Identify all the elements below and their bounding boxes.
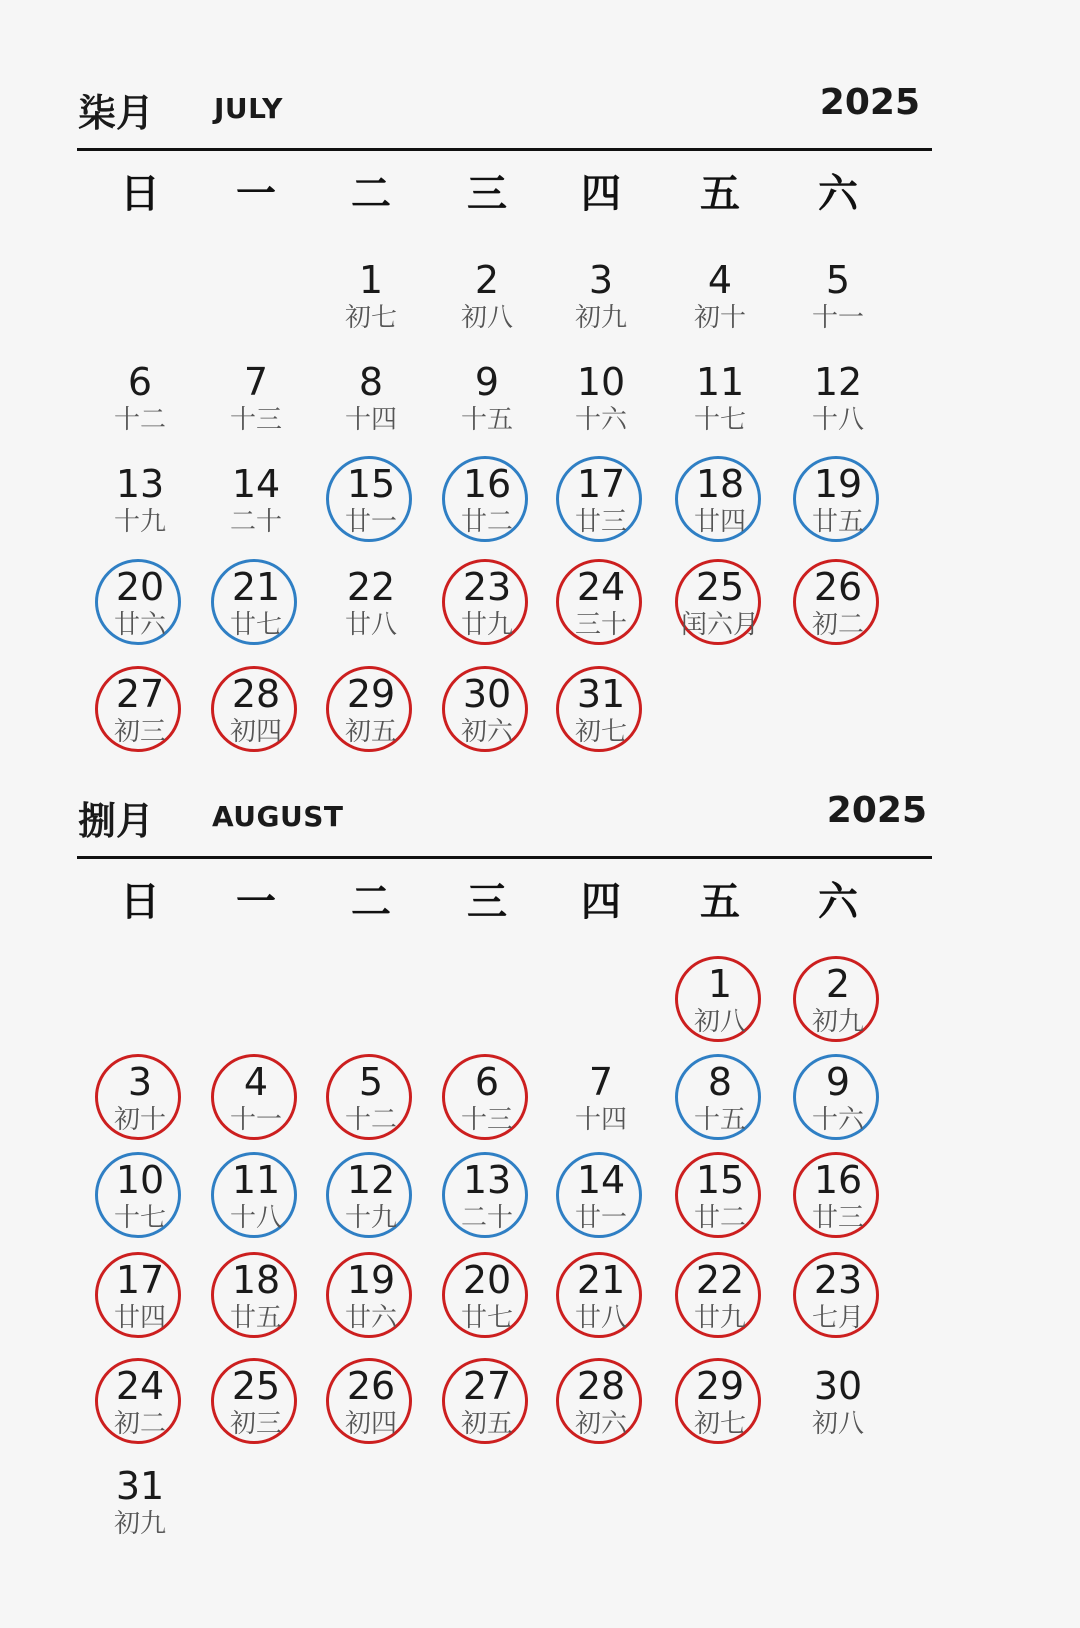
day-cell-17[interactable] xyxy=(90,1256,190,1356)
day-number: 5 xyxy=(825,258,851,302)
day-number: 25 xyxy=(695,565,745,609)
lunar-date: 十四 xyxy=(574,1105,627,1135)
day-number: 28 xyxy=(231,672,281,716)
lunar-date: 廿一 xyxy=(574,1203,627,1233)
lunar-date: 廿二 xyxy=(693,1203,746,1233)
day-cell-7[interactable] xyxy=(551,1058,651,1158)
month-july xyxy=(0,70,1080,770)
lunar-date: 十六 xyxy=(811,1105,864,1135)
day-cell-26[interactable] xyxy=(788,563,888,663)
day-cell-12[interactable] xyxy=(321,1156,421,1256)
day-cell-2[interactable] xyxy=(788,960,888,1060)
year-label: 2025 xyxy=(819,82,920,123)
day-cell-19[interactable] xyxy=(788,460,888,560)
day-cell-26[interactable] xyxy=(321,1362,421,1462)
lunar-date: 十九 xyxy=(113,507,166,537)
lunar-date: 初九 xyxy=(113,1509,166,1539)
lunar-date: 廿四 xyxy=(693,507,746,537)
day-cell-16[interactable] xyxy=(788,1156,888,1256)
lunar-date: 初六 xyxy=(574,1409,627,1439)
day-number: 22 xyxy=(695,1258,745,1302)
day-number: 16 xyxy=(813,1158,863,1202)
day-number: 23 xyxy=(813,1258,863,1302)
day-number: 29 xyxy=(346,672,396,716)
weekday-thu: 四 xyxy=(581,879,621,925)
day-cell-31[interactable] xyxy=(90,1462,190,1562)
day-cell-9[interactable] xyxy=(788,1058,888,1158)
lunar-date: 廿九 xyxy=(693,1303,746,1333)
lunar-date: 初二 xyxy=(113,1409,166,1439)
day-cell-27[interactable] xyxy=(437,1362,537,1462)
day-cell-4[interactable] xyxy=(206,1058,306,1158)
day-cell-13[interactable] xyxy=(437,1156,537,1256)
day-number: 14 xyxy=(231,462,281,506)
day-cell-28[interactable] xyxy=(551,1362,651,1462)
day-number: 12 xyxy=(813,360,863,404)
day-number: 1 xyxy=(358,258,384,302)
day-number: 16 xyxy=(462,462,512,506)
day-cell-5[interactable] xyxy=(788,256,888,356)
lunar-date: 二十 xyxy=(229,507,282,537)
day-cell-21[interactable] xyxy=(551,1256,651,1356)
weekday-fri: 五 xyxy=(700,879,740,925)
day-number: 21 xyxy=(576,1258,626,1302)
day-number: 18 xyxy=(695,462,745,506)
day-number: 22 xyxy=(346,565,396,609)
day-cell-30[interactable] xyxy=(437,670,537,770)
lunar-date: 初三 xyxy=(229,1409,282,1439)
month-august xyxy=(0,778,1080,1628)
weekday-thu: 四 xyxy=(581,171,621,217)
lunar-date: 初七 xyxy=(693,1409,746,1439)
lunar-date: 初九 xyxy=(811,1007,864,1037)
weekday-tue: 二 xyxy=(351,879,391,925)
day-cell-29[interactable] xyxy=(321,670,421,770)
day-number: 6 xyxy=(474,1060,500,1104)
day-number: 1 xyxy=(707,962,733,1006)
day-number: 27 xyxy=(462,1364,512,1408)
lunar-date: 初十 xyxy=(113,1105,166,1135)
day-number: 4 xyxy=(243,1060,269,1104)
day-cell-22[interactable] xyxy=(670,1256,770,1356)
day-number: 10 xyxy=(115,1158,165,1202)
day-cell-15[interactable] xyxy=(670,1156,770,1256)
day-cell-3[interactable] xyxy=(551,256,651,356)
day-number: 5 xyxy=(358,1060,384,1104)
lunar-date: 十九 xyxy=(344,1203,397,1233)
lunar-date: 十三 xyxy=(460,1105,513,1135)
day-cell-6[interactable] xyxy=(437,1058,537,1158)
lunar-date: 廿七 xyxy=(229,610,282,640)
lunar-date: 廿九 xyxy=(460,610,513,640)
day-number: 13 xyxy=(115,462,165,506)
weekday-fri: 五 xyxy=(700,171,740,217)
lunar-date: 初八 xyxy=(811,1409,864,1439)
lunar-date: 廿三 xyxy=(574,507,627,537)
day-cell-21[interactable] xyxy=(206,563,306,663)
day-cell-29[interactable] xyxy=(670,1362,770,1462)
lunar-date: 三十 xyxy=(574,610,627,640)
lunar-date: 十八 xyxy=(229,1203,282,1233)
lunar-date: 十六 xyxy=(574,405,627,435)
day-cell-11[interactable] xyxy=(206,1156,306,1256)
month-header xyxy=(0,778,1080,858)
lunar-date: 十四 xyxy=(344,405,397,435)
lunar-date: 廿二 xyxy=(460,507,513,537)
day-cell-14[interactable] xyxy=(551,1156,651,1256)
day-number: 21 xyxy=(231,565,281,609)
day-number: 26 xyxy=(813,565,863,609)
day-number: 9 xyxy=(474,360,500,404)
day-cell-6[interactable] xyxy=(90,358,190,458)
day-number: 4 xyxy=(707,258,733,302)
day-number: 3 xyxy=(127,1060,153,1104)
day-number: 31 xyxy=(576,672,626,716)
day-number: 15 xyxy=(695,1158,745,1202)
day-number: 9 xyxy=(825,1060,851,1104)
weekday-wed: 三 xyxy=(467,171,507,217)
lunar-date: 初五 xyxy=(460,1409,513,1439)
lunar-date: 初七 xyxy=(574,717,627,747)
day-cell-22[interactable] xyxy=(321,563,421,663)
day-number: 23 xyxy=(462,565,512,609)
day-cell-31[interactable] xyxy=(551,670,651,770)
day-cell-8[interactable] xyxy=(670,1058,770,1158)
day-number: 2 xyxy=(825,962,851,1006)
day-number: 8 xyxy=(707,1060,733,1104)
lunar-date: 十五 xyxy=(460,405,513,435)
day-number: 20 xyxy=(462,1258,512,1302)
day-number: 17 xyxy=(576,462,626,506)
day-number: 19 xyxy=(813,462,863,506)
day-cell-13[interactable] xyxy=(90,460,190,560)
lunar-date: 廿八 xyxy=(344,610,397,640)
day-cell-17[interactable] xyxy=(551,460,651,560)
day-number: 11 xyxy=(695,360,745,404)
lunar-date: 十一 xyxy=(229,1105,282,1135)
weekday-sat: 六 xyxy=(818,171,858,217)
day-cell-5[interactable] xyxy=(321,1058,421,1158)
day-number: 8 xyxy=(358,360,384,404)
month-english-title: JULY xyxy=(214,92,283,125)
day-number: 31 xyxy=(115,1464,165,1508)
lunar-date: 十一 xyxy=(811,303,864,333)
day-number: 26 xyxy=(346,1364,396,1408)
lunar-date: 十七 xyxy=(113,1203,166,1233)
day-number: 28 xyxy=(576,1364,626,1408)
lunar-date: 初十 xyxy=(693,303,746,333)
lunar-date: 廿五 xyxy=(811,507,864,537)
lunar-date: 廿三 xyxy=(811,1203,864,1233)
lunar-date: 廿四 xyxy=(113,1303,166,1333)
lunar-date: 廿七 xyxy=(460,1303,513,1333)
day-cell-11[interactable] xyxy=(670,358,770,458)
day-cell-1[interactable] xyxy=(670,960,770,1060)
day-cell-19[interactable] xyxy=(321,1256,421,1356)
day-number: 11 xyxy=(231,1158,281,1202)
lunar-date: 十八 xyxy=(811,405,864,435)
day-number: 7 xyxy=(588,1060,614,1104)
day-number: 12 xyxy=(346,1158,396,1202)
day-cell-24[interactable] xyxy=(551,563,651,663)
weekday-sat: 六 xyxy=(818,879,858,925)
day-number: 19 xyxy=(346,1258,396,1302)
day-cell-27[interactable] xyxy=(90,670,190,770)
day-cell-14[interactable] xyxy=(206,460,306,560)
lunar-date: 闰六月 xyxy=(680,610,759,640)
day-number: 10 xyxy=(576,360,626,404)
lunar-date: 初六 xyxy=(460,717,513,747)
day-cell-2[interactable] xyxy=(437,256,537,356)
lunar-date: 七月 xyxy=(811,1303,864,1333)
month-english-title: AUGUST xyxy=(212,800,344,833)
month-chinese-title: 捌月 xyxy=(78,799,155,843)
lunar-date: 初三 xyxy=(113,717,166,747)
day-number: 20 xyxy=(115,565,165,609)
lunar-date: 廿六 xyxy=(113,610,166,640)
weekday-wed: 三 xyxy=(467,879,507,925)
day-cell-3[interactable] xyxy=(90,1058,190,1158)
lunar-date: 十二 xyxy=(113,405,166,435)
day-cell-10[interactable] xyxy=(551,358,651,458)
header-divider xyxy=(77,148,932,151)
day-number: 24 xyxy=(115,1364,165,1408)
lunar-date: 十二 xyxy=(344,1105,397,1135)
lunar-date: 初二 xyxy=(811,610,864,640)
weekday-sun: 日 xyxy=(120,879,160,925)
day-number: 15 xyxy=(346,462,396,506)
day-cell-30[interactable] xyxy=(788,1362,888,1462)
day-number: 24 xyxy=(576,565,626,609)
day-number: 18 xyxy=(231,1258,281,1302)
lunar-date: 初八 xyxy=(460,303,513,333)
day-number: 7 xyxy=(243,360,269,404)
day-cell-20[interactable] xyxy=(90,563,190,663)
lunar-date: 初七 xyxy=(344,303,397,333)
day-cell-10[interactable] xyxy=(90,1156,190,1256)
day-cell-1[interactable] xyxy=(321,256,421,356)
lunar-date: 初四 xyxy=(229,717,282,747)
day-cell-16[interactable] xyxy=(437,460,537,560)
day-number: 6 xyxy=(127,360,153,404)
lunar-date: 二十 xyxy=(460,1203,513,1233)
day-number: 17 xyxy=(115,1258,165,1302)
day-number: 14 xyxy=(576,1158,626,1202)
day-number: 13 xyxy=(462,1158,512,1202)
weekday-sun: 日 xyxy=(120,171,160,217)
day-cell-12[interactable] xyxy=(788,358,888,458)
lunar-date: 初八 xyxy=(693,1007,746,1037)
day-cell-24[interactable] xyxy=(90,1362,190,1462)
lunar-date: 廿六 xyxy=(344,1303,397,1333)
day-cell-20[interactable] xyxy=(437,1256,537,1356)
day-number: 29 xyxy=(695,1364,745,1408)
lunar-date: 初五 xyxy=(344,717,397,747)
day-cell-25[interactable] xyxy=(670,563,770,663)
lunar-date: 十七 xyxy=(693,405,746,435)
lunar-date: 廿一 xyxy=(344,507,397,537)
lunar-date: 初九 xyxy=(574,303,627,333)
day-number: 30 xyxy=(462,672,512,716)
day-cell-7[interactable] xyxy=(206,358,306,458)
month-header xyxy=(0,70,1080,150)
day-number: 27 xyxy=(115,672,165,716)
lunar-date: 廿五 xyxy=(229,1303,282,1333)
day-cell-18[interactable] xyxy=(206,1256,306,1356)
day-cell-25[interactable] xyxy=(206,1362,306,1462)
lunar-date: 十五 xyxy=(693,1105,746,1135)
year-label: 2025 xyxy=(826,790,927,831)
day-cell-15[interactable] xyxy=(321,460,421,560)
month-chinese-title: 柒月 xyxy=(78,91,155,135)
day-cell-4[interactable] xyxy=(670,256,770,356)
day-cell-23[interactable] xyxy=(437,563,537,663)
lunar-date: 初四 xyxy=(344,1409,397,1439)
header-divider xyxy=(77,856,932,859)
day-number: 30 xyxy=(813,1364,863,1408)
lunar-date: 十三 xyxy=(229,405,282,435)
day-cell-28[interactable] xyxy=(206,670,306,770)
day-cell-8[interactable] xyxy=(321,358,421,458)
day-cell-9[interactable] xyxy=(437,358,537,458)
weekday-tue: 二 xyxy=(351,171,391,217)
day-cell-18[interactable] xyxy=(670,460,770,560)
day-number: 3 xyxy=(588,258,614,302)
weekday-mon: 一 xyxy=(236,879,276,925)
lunar-date: 廿八 xyxy=(574,1303,627,1333)
weekday-mon: 一 xyxy=(236,171,276,217)
day-number: 25 xyxy=(231,1364,281,1408)
day-cell-23[interactable] xyxy=(788,1256,888,1356)
day-number: 2 xyxy=(474,258,500,302)
